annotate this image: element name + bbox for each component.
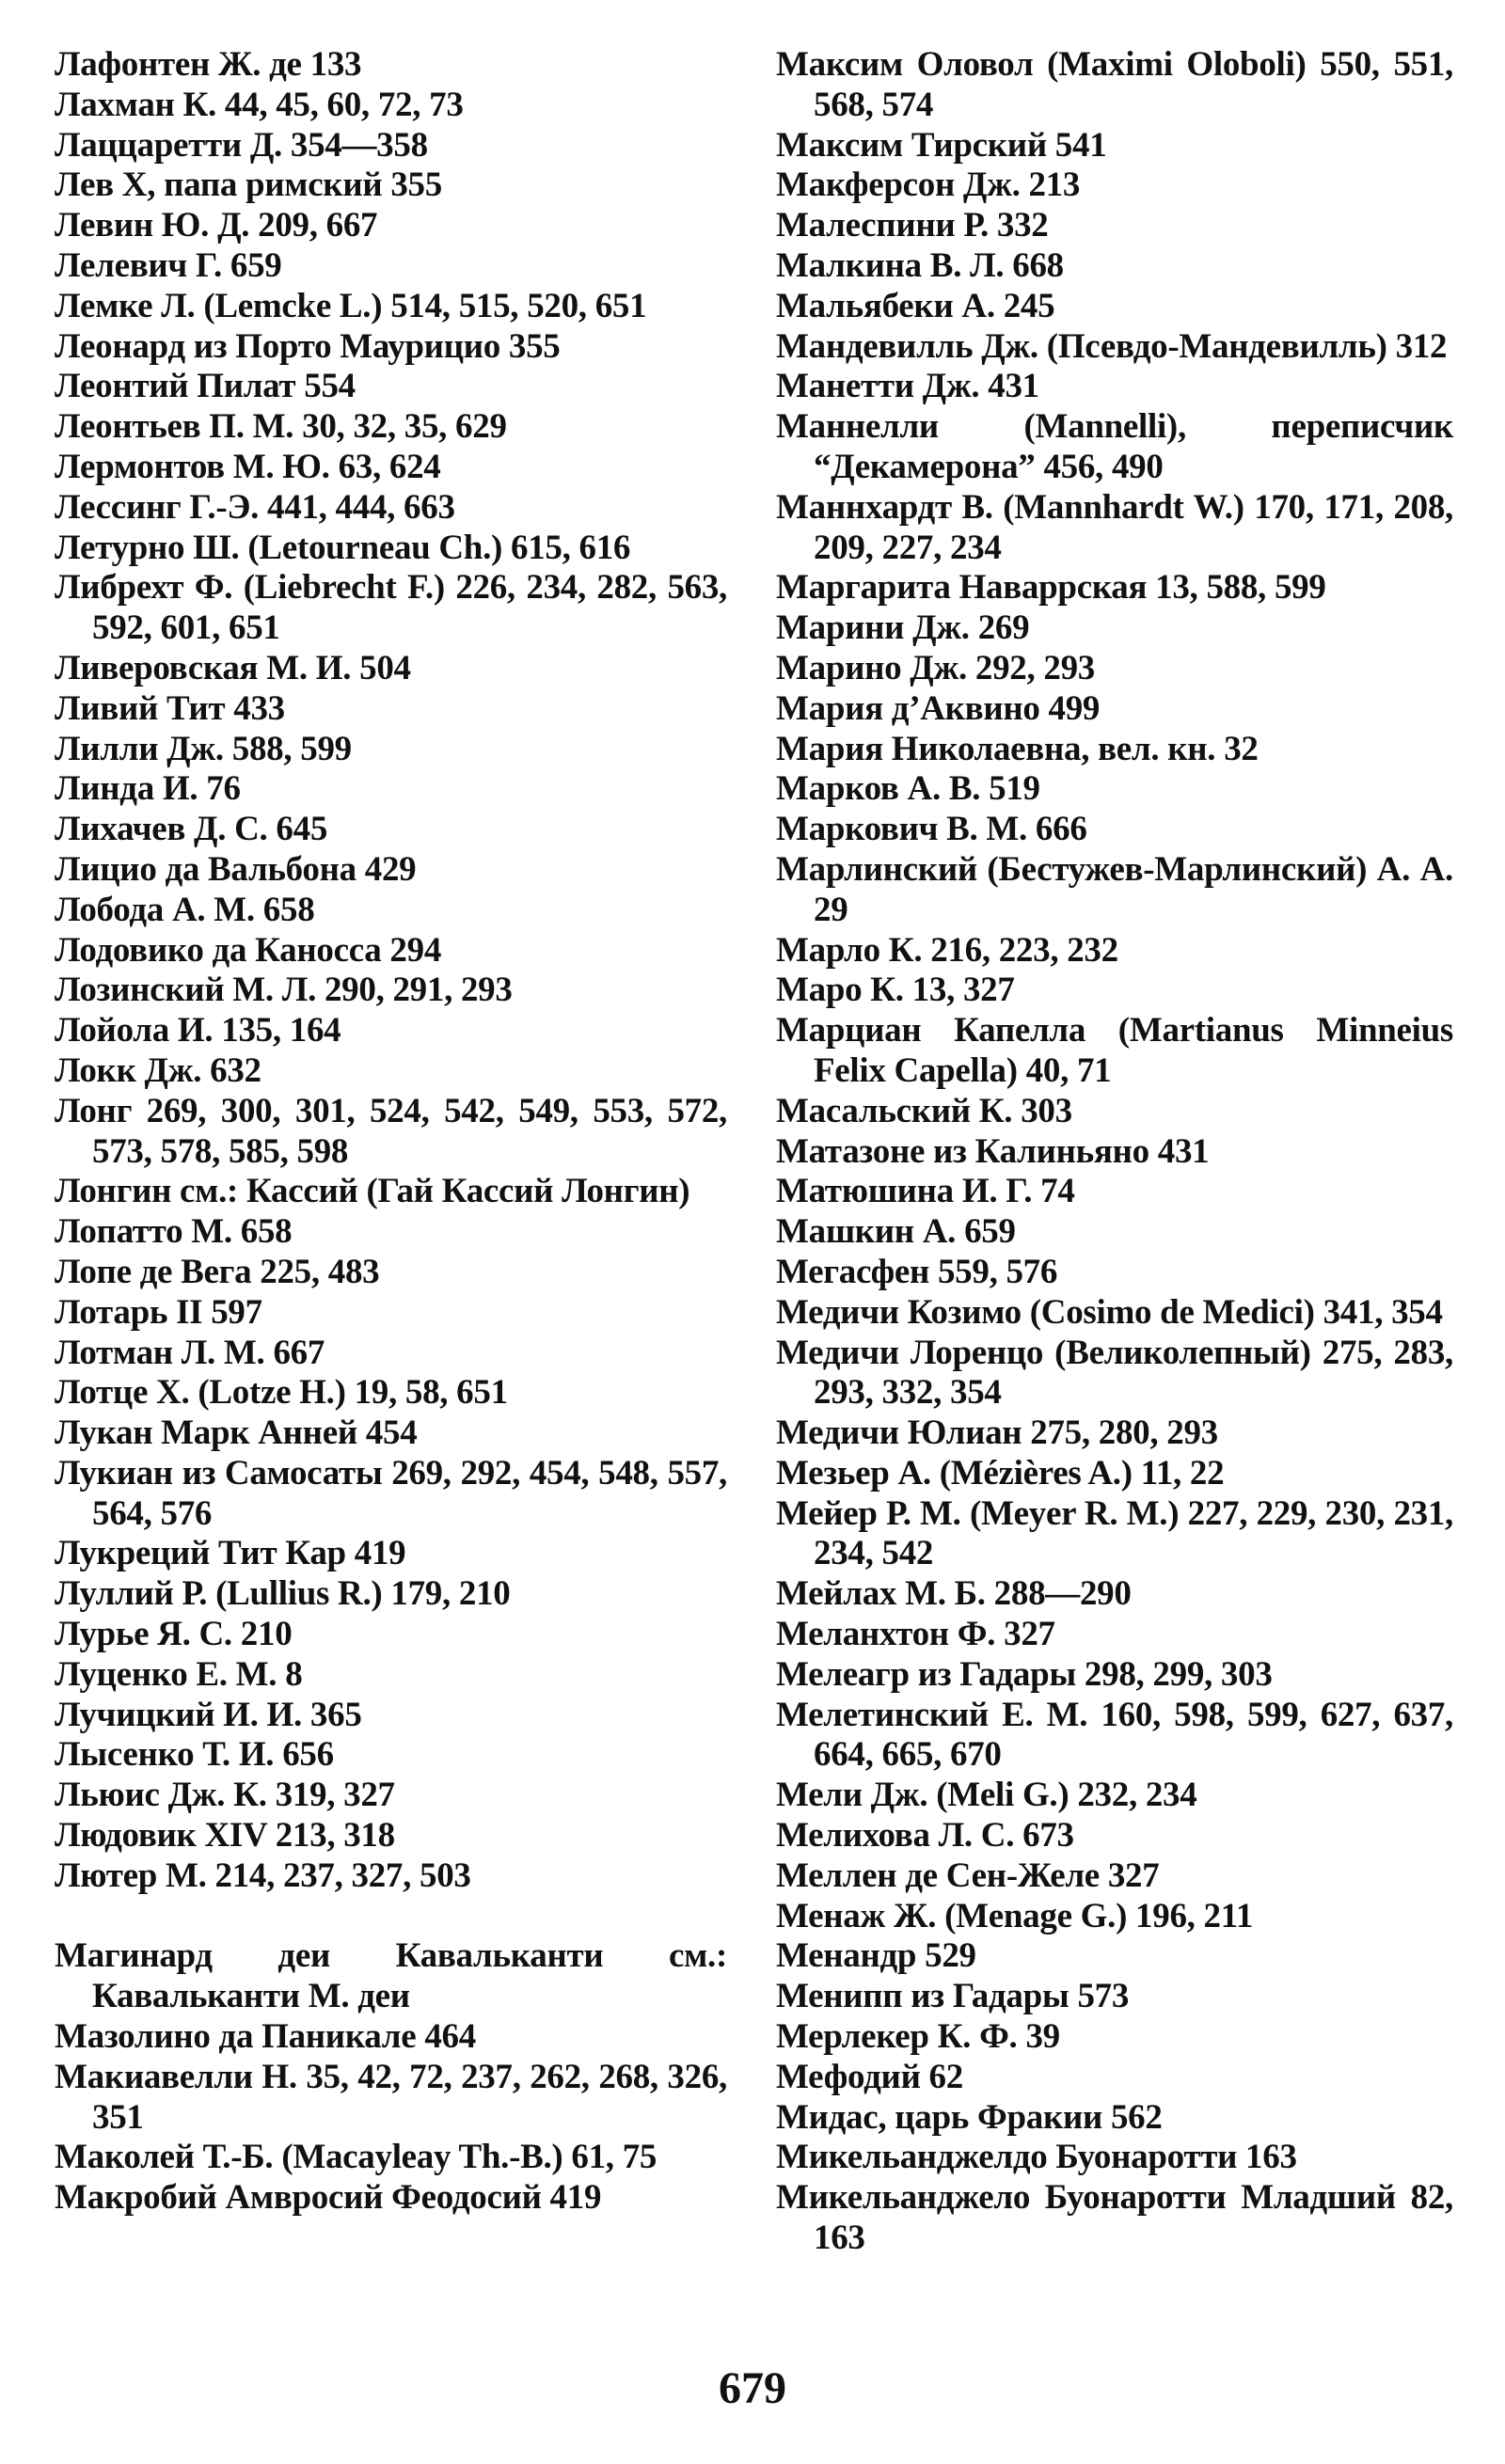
index-entry: Луллий Р. (Lullius R.) 179, 210 xyxy=(55,1574,511,1614)
index-entry: Мелетинский Е. М. 160, 598, 599, 627, 637, 664, 665, 670 xyxy=(776,1695,1453,1775)
index-entry: Либрехт Ф. (Liebrecht F.) 226, 234, 282, 563, 592, 601, 651 xyxy=(55,568,727,648)
index-entry: Маркович В. М. 666 xyxy=(776,810,1087,849)
index-entry: Лодовико да Каносса 294 xyxy=(55,930,442,970)
index-entry: Микельанджело Буонаротти Младший 82, 163 xyxy=(776,2178,1453,2258)
index-entry: Меллен де Сен-Желе 327 xyxy=(776,1856,1160,1895)
page-number: 679 xyxy=(719,2363,786,2413)
index-entry: Леонтьев П. М. 30, 32, 35, 629 xyxy=(55,407,507,447)
index-entry: Мазолино да Паникале 464 xyxy=(55,2017,476,2057)
index-entry: Леонард из Порто Маурицио 355 xyxy=(55,326,561,366)
index-entry: Мерлекер К. Ф. 39 xyxy=(776,2017,1060,2057)
index-entry: Людовик XIV 213, 318 xyxy=(55,1816,395,1856)
index-entry: Лозинский М. Л. 290, 291, 293 xyxy=(55,971,513,1010)
index-entry: Лафонтен Ж. де 133 xyxy=(55,45,362,84)
index-entry: Ливеровская М. И. 504 xyxy=(55,648,411,687)
index-entry: Лаццаретти Д. 354—358 xyxy=(55,125,428,165)
index-entry: Мария д’Аквино 499 xyxy=(776,688,1101,728)
index-entry: Мандевилль Дж. (Псевдо-Мандевилль) 312 xyxy=(776,326,1448,366)
index-entry: Лойола И. 135, 164 xyxy=(55,1011,341,1050)
index-entry: Лукан Марк Анней 454 xyxy=(55,1414,418,1453)
index-entry: Матазоне из Калиньяно 431 xyxy=(776,1131,1210,1171)
index-entry: Лурье Я. С. 210 xyxy=(55,1615,293,1654)
index-entry: Луценко Е. М. 8 xyxy=(55,1654,303,1694)
index-entry: Лилли Дж. 588, 599 xyxy=(55,729,352,768)
index-entry: Мегасфен 559, 576 xyxy=(776,1252,1058,1291)
index-entry: Матюшина И. Г. 74 xyxy=(776,1172,1075,1211)
index-entry: Малкина В. Л. 668 xyxy=(776,245,1064,285)
index-entry: Макферсон Дж. 213 xyxy=(776,166,1081,205)
index-entry: Магинард деи Кавальканти см.: Кавальканти М. деи xyxy=(55,1936,727,2016)
index-entry: Меланхтон Ф. 327 xyxy=(776,1615,1055,1654)
index-entry: Леонтий Пилат 554 xyxy=(55,367,356,406)
index-entry: Лонг 269, 300, 301, 524, 542, 549, 553, 572, 573, 578, 585, 598 xyxy=(55,1091,727,1171)
index-entry: Маколей Т.-Б. (Macayleay Th.-B.) 61, 75 xyxy=(55,2138,657,2177)
index-entry: Лотман Л. М. 667 xyxy=(55,1333,325,1372)
index-entry: Льюис Дж. К. 319, 327 xyxy=(55,1776,395,1815)
index-entry: Малеспини Р. 332 xyxy=(776,206,1049,245)
index-entry: Марло К. 216, 223, 232 xyxy=(776,930,1118,970)
index-entry: Лопе де Вега 225, 483 xyxy=(55,1252,380,1291)
index-entry: Лопатто М. 658 xyxy=(55,1212,293,1252)
index-entry: Макиавелли Н. 35, 42, 72, 237, 262, 268, 326, 351 xyxy=(55,2057,727,2137)
index-entry: Лицио да Вальбона 429 xyxy=(55,849,417,889)
index-entry: Менандр 529 xyxy=(776,1936,976,1976)
index-entry: Марлинский (Бестужев-Марлинский) А. А. 29 xyxy=(776,849,1453,929)
index-entry: Маргарита Наваррская 13, 588, 599 xyxy=(776,568,1326,608)
index-entry: Лелевич Г. 659 xyxy=(55,245,282,285)
index-entry: Летурно Ш. (Letourneau Ch.) 615, 616 xyxy=(55,528,631,567)
index-entry: Лессинг Г.-Э. 441, 444, 663 xyxy=(55,487,455,527)
index-entry: Лобода А. М. 658 xyxy=(55,890,315,929)
index-entry: Маннхардт В. (Mannhardt W.) 170, 171, 208, 209, 227, 234 xyxy=(776,487,1453,567)
index-entry: Маннелли (Mannelli), переписчик “Декамерона” 456, 490 xyxy=(776,407,1453,486)
index-entry: Менипп из Гадары 573 xyxy=(776,1977,1130,2016)
index-entry: Марциан Капелла (Martianus Minneius Felix Capella) 40, 71 xyxy=(776,1011,1453,1090)
index-entry: Марини Дж. 269 xyxy=(776,608,1030,648)
index-entry: Максим Тирский 541 xyxy=(776,125,1107,165)
index-entry: Макробий Амвросий Феодосий 419 xyxy=(55,2178,602,2218)
index-entry: Лемке Л. (Lemcke L.) 514, 515, 520, 651 xyxy=(55,286,647,325)
index-entry: Мидас, царь Фракии 562 xyxy=(776,2097,1163,2137)
index-entry: Марино Дж. 292, 293 xyxy=(776,648,1095,687)
index-entry: Лотце Х. (Lotze H.) 19, 58, 651 xyxy=(55,1373,508,1413)
index-entry: Машкин А. 659 xyxy=(776,1212,1016,1252)
index-entry: Мария Николаевна, вел. кн. 32 xyxy=(776,729,1259,768)
index-entry: Мальябеки А. 245 xyxy=(776,286,1055,325)
index-entry: Ливий Тит 433 xyxy=(55,688,285,728)
index-entry: Лихачев Д. С. 645 xyxy=(55,810,328,849)
index-entry: Лысенко Т. И. 656 xyxy=(55,1735,334,1775)
index-entry: Маро К. 13, 327 xyxy=(776,971,1015,1010)
index-entry: Лахман К. 44, 45, 60, 72, 73 xyxy=(55,85,464,124)
index-entry: Менаж Ж. (Menage G.) 196, 211 xyxy=(776,1896,1254,1935)
index-entry: Лонгин см.: Кассий (Гай Кассий Лонгин) xyxy=(55,1172,690,1211)
index-entry: Медичи Юлиан 275, 280, 293 xyxy=(776,1414,1218,1453)
index-entry: Левин Ю. Д. 209, 667 xyxy=(55,206,378,245)
index-entry: Лукиан из Самосаты 269, 292, 454, 548, 557, 564, 576 xyxy=(55,1453,727,1533)
index-entry: Мели Дж. (Meli G.) 232, 234 xyxy=(776,1776,1197,1815)
index-entry: Микельанджелдо Буонаротти 163 xyxy=(776,2138,1297,2177)
index-entry: Лукреций Тит Кар 419 xyxy=(55,1534,406,1573)
index-entry: Мезьер А. (Mézières A.) 11, 22 xyxy=(776,1453,1225,1493)
index-entry: Лотарь II 597 xyxy=(55,1292,262,1332)
index-column-right xyxy=(776,45,1453,2259)
index-entry: Медичи Козимо (Cosimo de Medici) 341, 354 xyxy=(776,1292,1443,1332)
index-entry: Мелеагр из Гадары 298, 299, 303 xyxy=(776,1654,1273,1694)
index-column-left xyxy=(55,45,727,2219)
index-entry: Максим Оловол (Maximi Oloboli) 550, 551, 568, 574 xyxy=(776,45,1453,124)
index-entry: Лучицкий И. И. 365 xyxy=(55,1695,362,1734)
index-entry: Линда И. 76 xyxy=(55,769,241,809)
index-entry: Лютер М. 214, 237, 327, 503 xyxy=(55,1856,471,1895)
index-entry: Локк Дж. 632 xyxy=(55,1050,261,1090)
index-entry: Марков А. В. 519 xyxy=(776,769,1040,809)
index-entry: Мейер Р. М. (Meyer R. M.) 227, 229, 230, 231, 234, 542 xyxy=(776,1493,1453,1573)
index-entry: Манетти Дж. 431 xyxy=(776,367,1039,406)
index-entry: Мелихова Л. С. 673 xyxy=(776,1816,1074,1856)
index-entry: Лев X, папа римский 355 xyxy=(55,166,442,205)
index-entry: Мейлах М. Б. 288—290 xyxy=(776,1574,1132,1614)
index-entry: Лермонтов М. Ю. 63, 624 xyxy=(55,447,441,486)
index-entry: Масальский К. 303 xyxy=(776,1091,1072,1130)
index-entry: Медичи Лоренцо (Великолепный) 275, 283, 293, 332, 354 xyxy=(776,1333,1453,1413)
index-entry: Мефодий 62 xyxy=(776,2057,963,2096)
